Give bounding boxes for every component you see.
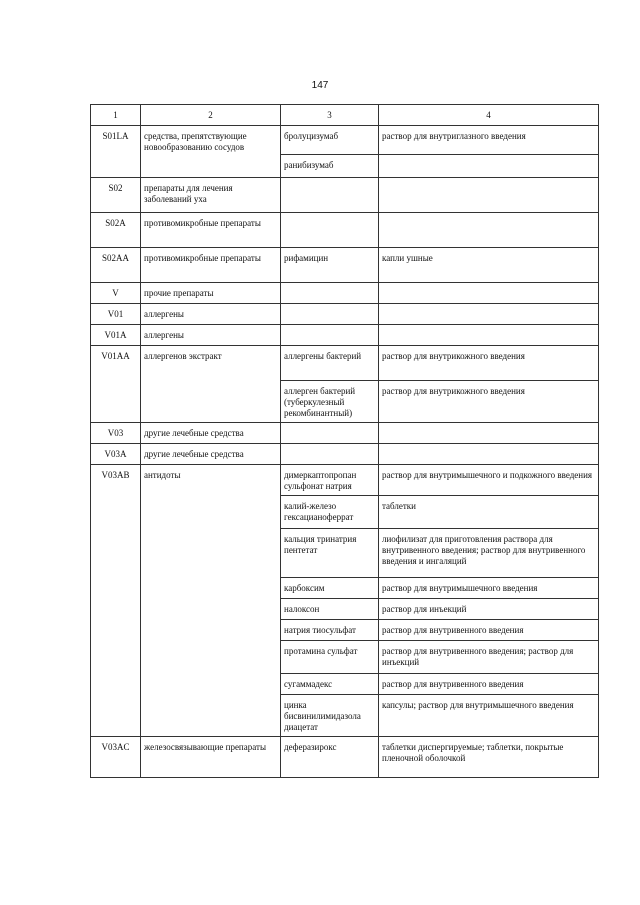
dosage-form-cell: раствор для внутриглазного введения [379,126,599,155]
drug-name-cell: протамина сульфат [281,641,379,674]
dosage-form-cell: раствор для инъекций [379,599,599,620]
dosage-form-cell: раствор для внутримышечного и подкожного введения [379,465,599,496]
table-row [91,444,599,465]
anatomical-group-cell: противомикробные препараты [141,213,281,248]
dosage-form-cell [379,283,599,304]
drug-name-cell: натрия тиосульфат [281,620,379,641]
anatomical-group-cell: аллергены [141,304,281,325]
anatomical-group-cell: аллергенов экстракт [141,346,281,423]
dosage-form-cell [379,444,599,465]
drug-name-cell: аллергены бактерий [281,346,379,381]
dosage-form-cell: раствор для внутривенного введения [379,674,599,695]
dosage-form-cell: капсулы; раствор для внутримышечного введения [379,695,599,737]
drug-name-cell: бролуцизумаб [281,126,379,155]
drug-name-cell: димеркаптопропан сульфонат натрия [281,465,379,496]
atc-code-cell: V03AC [91,737,141,778]
table-row [91,283,599,304]
dosage-form-cell: раствор для внутрикожного введения [379,346,599,381]
atc-code-cell: S02 [91,178,141,213]
dosage-form-cell: лиофилизат для приготовления раствора для внутривенного введения; раствор для внутривенного введения и ингаляций [379,529,599,578]
table-row [91,178,599,213]
drug-table [90,104,599,778]
anatomical-group-cell: прочие препараты [141,283,281,304]
atc-code-cell: V [91,283,141,304]
drug-name-cell: цинка бисвинилимидазола диацетат [281,695,379,737]
column-header: 3 [281,105,379,126]
page-number: 147 [311,80,329,91]
atc-code-cell: V01AA [91,346,141,423]
column-header: 4 [379,105,599,126]
anatomical-group-cell: аллергены [141,325,281,346]
atc-code-cell: V03 [91,423,141,444]
table-row [91,213,599,248]
anatomical-group-cell: антидоты [141,465,281,737]
dosage-form-cell: раствор для внутривенного введения; раствор для инъекций [379,641,599,674]
table-row [91,423,599,444]
drug-name-cell [281,283,379,304]
column-header: 2 [141,105,281,126]
drug-name-cell: рифамицин [281,248,379,283]
atc-code-cell: V03AB [91,465,141,737]
table-header-row [91,105,599,126]
atc-code-cell: S01LA [91,126,141,178]
drug-name-cell [281,423,379,444]
atc-code-cell: V01A [91,325,141,346]
table-row [91,248,599,283]
table-row [91,126,599,155]
drug-name-cell [281,444,379,465]
dosage-form-cell: раствор для внутримышечного введения [379,578,599,599]
drug-name-cell [281,304,379,325]
table-row [91,465,599,496]
atc-code-cell: S02AA [91,248,141,283]
drug-name-cell [281,325,379,346]
anatomical-group-cell: средства, препятствующие новообразованию сосудов [141,126,281,178]
anatomical-group-cell: другие лечебные средства [141,444,281,465]
dosage-form-cell [379,213,599,248]
dosage-form-cell: таблетки диспергируемые; таблетки, покрытые пленочной оболочкой [379,737,599,778]
dosage-form-cell [379,155,599,178]
drug-name-cell [281,178,379,213]
table-row [91,325,599,346]
drug-name-cell: ранибизумаб [281,155,379,178]
table-row [91,737,599,778]
dosage-form-cell [379,423,599,444]
drug-name-cell: кальция тринатрия пентетат [281,529,379,578]
drug-name-cell [281,213,379,248]
dosage-form-cell [379,325,599,346]
dosage-form-cell [379,178,599,213]
drug-name-cell: сугаммадекс [281,674,379,695]
dosage-form-cell [379,304,599,325]
table-row [91,304,599,325]
dosage-form-cell: раствор для внутривенного введения [379,620,599,641]
drug-name-cell: налоксон [281,599,379,620]
drug-name-cell: деферазирокс [281,737,379,778]
dosage-form-cell: капли ушные [379,248,599,283]
table-row [91,346,599,381]
anatomical-group-cell: другие лечебные средства [141,423,281,444]
anatomical-group-cell: препараты для лечения заболеваний уха [141,178,281,213]
dosage-form-cell: таблетки [379,496,599,529]
column-header: 1 [91,105,141,126]
dosage-form-cell: раствор для внутрикожного введения [379,381,599,423]
atc-code-cell: V01 [91,304,141,325]
anatomical-group-cell: противомикробные препараты [141,248,281,283]
drug-name-cell: аллерген бактерий (туберкулезный рекомбинантный) [281,381,379,423]
atc-code-cell: V03A [91,444,141,465]
drug-name-cell: калий-железо гексацианоферрат [281,496,379,529]
anatomical-group-cell: железосвязывающие препараты [141,737,281,778]
drug-name-cell: карбоксим [281,578,379,599]
atc-code-cell: S02A [91,213,141,248]
